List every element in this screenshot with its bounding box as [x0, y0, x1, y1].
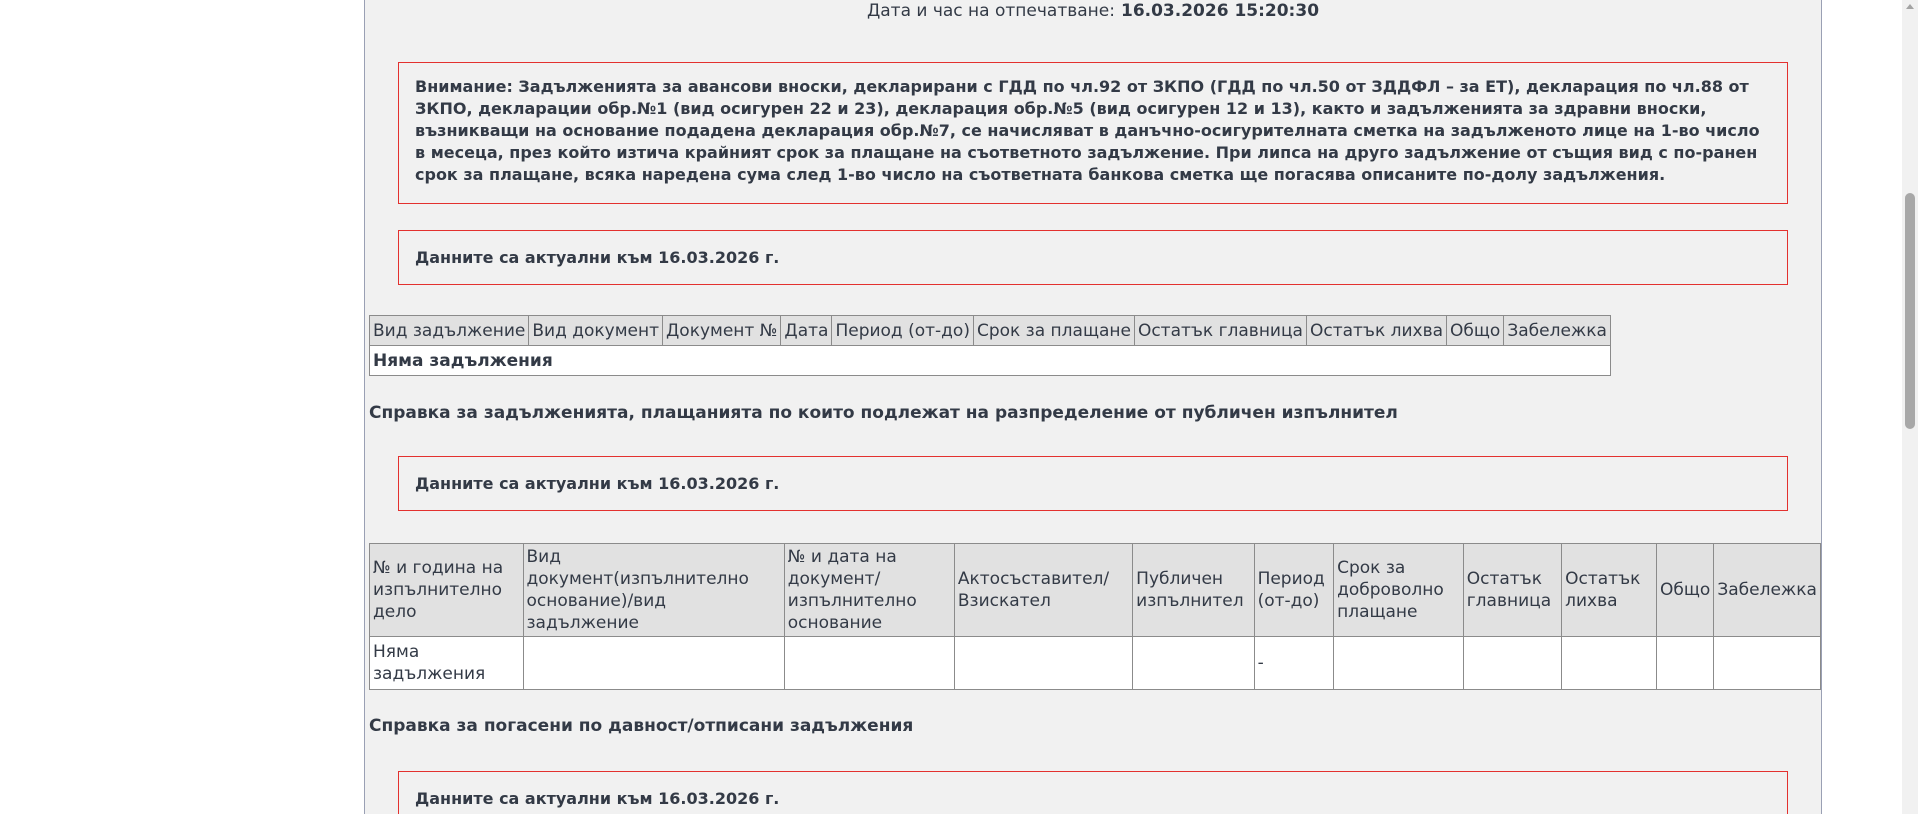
scroll-up-arrow-icon[interactable]: [1906, 4, 1914, 9]
data-actual-notice-text: Данните са актуални към 16.03.2026 г.: [415, 789, 780, 808]
column-header: Период (от-до): [1254, 544, 1334, 637]
data-actual-notice: [398, 771, 1788, 814]
section-title-prescribed-obligations: Справка за погасени по давност/отписани задължения: [369, 716, 914, 736]
column-header: Остатък лихва: [1306, 316, 1446, 346]
print-timestamp-value: 16.03.2026 15:20:30: [1120, 1, 1320, 21]
enforcement-obligations-table: [369, 543, 1821, 690]
column-header: Общо: [1657, 544, 1714, 637]
vertical-scrollbar[interactable]: [1902, 0, 1918, 814]
data-actual-notice-text: Данните са актуални към 16.03.2026 г.: [415, 474, 780, 493]
table-cell: [523, 637, 784, 690]
table-cell: -: [1254, 637, 1334, 690]
data-actual-notice-text: Данните са актуални към 16.03.2026 г.: [415, 248, 780, 267]
section-title-public-enforcer: Справка за задълженията, плащанията по които подлежат на разпределение от публичен изпълнител: [369, 403, 1398, 423]
column-header: Публичен изпълнител: [1133, 544, 1254, 637]
column-header: Срок за доброволно плащане: [1334, 544, 1464, 637]
table-row: [370, 346, 1611, 376]
table-cell: [784, 637, 954, 690]
column-header: Дата: [781, 316, 832, 346]
print-timestamp: [365, 1, 1821, 21]
table-cell: [1714, 637, 1821, 690]
table-cell: [1562, 637, 1657, 690]
data-actual-notice: [398, 456, 1788, 511]
column-header: Вид документ: [529, 316, 663, 346]
table-row: [370, 637, 1821, 690]
table-cell: Няма задължения: [370, 637, 524, 690]
table-cell: [1463, 637, 1561, 690]
column-header: № и година на изпълнително дело: [370, 544, 524, 637]
table-header-row: [370, 544, 1821, 637]
attention-notice: [398, 62, 1788, 204]
column-header: Забележка: [1714, 544, 1821, 637]
table-cell: [954, 637, 1132, 690]
print-timestamp-label: Дата и час на отпечатване:: [866, 1, 1115, 21]
table-header-row: [370, 316, 1611, 346]
report-panel: [364, 0, 1822, 814]
data-actual-notice: [398, 230, 1788, 285]
no-obligations-cell: Няма задължения: [370, 346, 1611, 376]
table-cell: [1334, 637, 1464, 690]
column-header: Срок за плащане: [973, 316, 1134, 346]
column-header: Остатък главница: [1134, 316, 1306, 346]
scrollbar-thumb[interactable]: [1905, 193, 1915, 429]
column-header: Забележка: [1504, 316, 1611, 346]
column-header: Остатък главница: [1463, 544, 1561, 637]
column-header: Документ №: [663, 316, 781, 346]
table-cell: [1133, 637, 1254, 690]
column-header: Общо: [1447, 316, 1504, 346]
column-header: Вид документ(изпълнително основание)/вид задължение: [523, 544, 784, 637]
column-header: Период (от-до): [832, 316, 974, 346]
column-header: Вид задължение: [370, 316, 529, 346]
column-header: Актосъставител/ Взискател: [954, 544, 1132, 637]
attention-notice-text: Внимание: Задълженията за авансови вноски, декларирани с ГДД по чл.92 от ЗКПО (ГДД по чл.50 от ЗДДФЛ – за ЕТ), декларация по чл.88 от ЗКПО, декларации обр.№1 (вид осигурен 22 и 23), декларация обр.№5 (вид осигурен 12 и 13), както и задълженията за здравни вноски, възникващи на основание подадена декларация обр.№7, се начисляват в данъчно-осигурителната сметка на задълженото лице на 1-во число в месеца, през който изтича крайният срок за плащане на съответното задължение. При липса на друго задължение от същия вид с по-ранен срок за плащане, всяка наредена сума след 1-во число на съответната банкова сметка ще погасява описаните по-долу задължения.: [415, 77, 1760, 184]
obligations-table: [369, 315, 1611, 376]
table-cell: [1657, 637, 1714, 690]
column-header: № и дата на документ/ изпълнително основание: [784, 544, 954, 637]
column-header: Остатък лихва: [1562, 544, 1657, 637]
